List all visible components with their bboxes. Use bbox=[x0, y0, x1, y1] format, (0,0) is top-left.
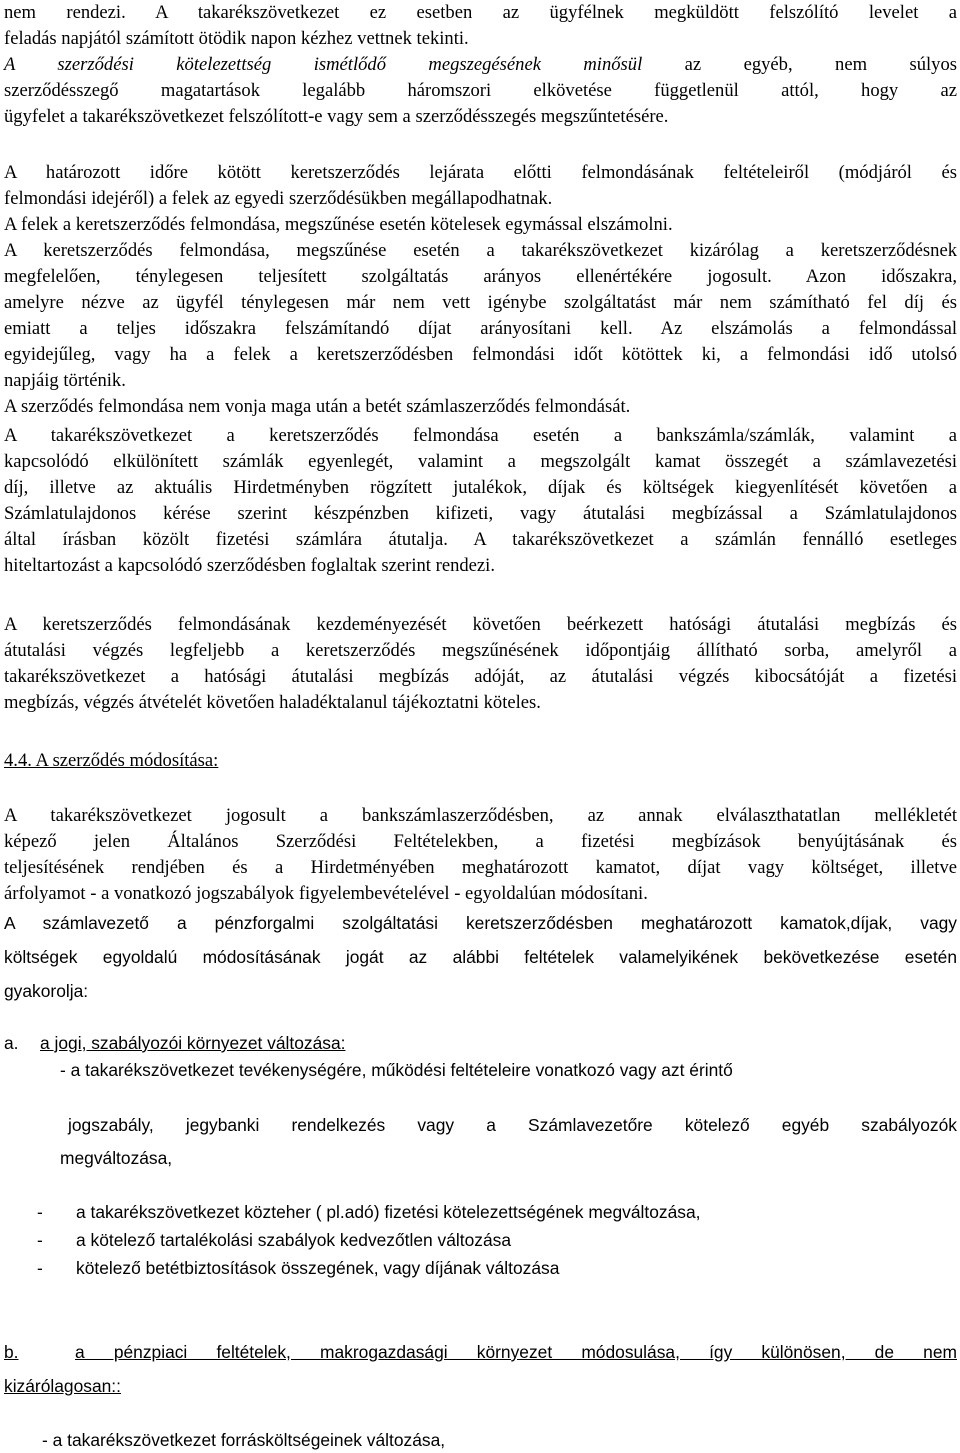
paragraph-line: napjáig történik. bbox=[4, 370, 126, 391]
paragraph-line: A szerződés felmondása nem vonja maga után a betét számlaszerződés felmondását. bbox=[4, 396, 631, 417]
bullet-dash: - bbox=[37, 1202, 43, 1222]
paragraph-line: költségek egyoldalú módosításának jogát az alábbi feltételek valamelyikének bekövetkezése esetén bbox=[4, 947, 957, 967]
paragraph-line: A keretszerződés felmondása, megszűnése esetén a takarékszövetkezet kizárólag a keretszerződésnek bbox=[4, 240, 957, 261]
section-heading: 4.4. A szerződés módosítása: bbox=[4, 750, 219, 771]
italic-phrase: A szerződési kötelezettség ismétlődő megszegésének minősül bbox=[4, 54, 643, 75]
paragraph-line bbox=[4, 52, 957, 78]
paragraph-line: szerződésszegő magatartások legalább háromszori elkövetése függetlenül attól, hogy az bbox=[4, 80, 957, 101]
list-subitem: megváltozása, bbox=[60, 1148, 173, 1168]
paragraph-line: ügyfelet a takarékszövetkezet felszólított-e vagy sem a szerződésszegés megszűntetésére. bbox=[4, 106, 669, 127]
paragraph-line: amelyre nézve az ügyfél ténylegesen már nem vett igénybe szolgáltatást már nem számítható fel díj és bbox=[4, 292, 957, 313]
paragraph-line: emiatt a teljes időszakra felszámítandó díjat arányosítani kell. Az elszámolás a felmondással bbox=[4, 318, 957, 339]
bullet-item: a takarékszövetkezet közteher ( pl.adó) fizetési kötelezettségének megváltozása, bbox=[76, 1202, 701, 1222]
paragraph-line: A felek a keretszerződés felmondása, megszűnése esetén kötelesek egymással elszámolni. bbox=[4, 214, 673, 235]
paragraph-line: A határozott időre kötött keretszerződés lejárata előtti felmondásának feltételeiről (módjáról és bbox=[4, 162, 957, 183]
paragraph-line: teljesítésének rendjében és a Hirdetményében meghatározott kamatot, díjat vagy költséget, illetve bbox=[4, 857, 957, 878]
paragraph-line: A takarékszövetkezet a keretszerződés felmondása esetén a bankszámla/számlák, valamint a bbox=[4, 425, 957, 446]
paragraph-line: feladás napjától számított ötödik napon kézhez vettnek tekinti. bbox=[4, 28, 469, 49]
paragraph-line: felmondási idejéről) a felek az egyedi szerződésükben megállapodhatnak. bbox=[4, 188, 553, 209]
paragraph-line: A takarékszövetkezet jogosult a bankszámlaszerződésben, az annak elválaszthatatlan mellékletét bbox=[4, 805, 957, 826]
paragraph-line: hiteltartozást a kapcsolódó szerződésben foglaltak szerint rendezi. bbox=[4, 555, 495, 576]
list-subitem: jogszabály, jegybanki rendelkezés vagy a Számlavezetőre kötelező egyéb szabályozók bbox=[68, 1115, 957, 1135]
list-marker: b. bbox=[4, 1342, 19, 1362]
paragraph-line: által írásban közölt fizetési számlára átutalja. A takarékszövetkezet a számlán fennálló esetleges bbox=[4, 529, 957, 550]
list-item-title: a jogi, szabályozói környezet változása: bbox=[40, 1033, 346, 1053]
paragraph-line: kapcsolódó elkülönített számlák egyenlegét, valamint a megszolgált kamat összegét a számlavezetési bbox=[4, 451, 957, 472]
paragraph-line: nem rendezi. A takarékszövetkezet ez esetben az ügyfélnek megküldött felszólító levelet a bbox=[4, 2, 957, 23]
text-span: az egyéb, nem súlyos bbox=[684, 54, 957, 75]
list-subitem: - a takarékszövetkezet tevékenységére, működési feltételeire vonatkozó vagy azt érintő bbox=[60, 1060, 733, 1080]
paragraph-line: átutalási végzés legfeljebb a keretszerződés megszűnésének időpontjáig állítható sorba, amelyről a bbox=[4, 640, 957, 661]
paragraph-line: árfolyamot - a vonatkozó jogszabályok figyelembevételével - egyoldalúan módosítani. bbox=[4, 883, 648, 904]
paragraph-line: megbízás, végzés átvételét követően haladéktalanul tájékoztatni köteles. bbox=[4, 692, 541, 713]
bullet-item: a kötelező tartalékolási szabályok kedvezőtlen változása bbox=[76, 1230, 512, 1250]
paragraph-line: A keretszerződés felmondásának kezdeményezését követően beérkezett hatósági átutalási megbízás és bbox=[4, 614, 957, 635]
bullet-dash: - bbox=[37, 1230, 43, 1250]
paragraph-line: Számlatulajdonos kérése szerint készpénzben kifizeti, vagy átutalási megbízással a Számlatulajdonos bbox=[4, 503, 957, 524]
list-item-title: a pénzpiaci feltételek, makrogazdasági környezet módosulása, így különösen, de nem bbox=[75, 1342, 957, 1362]
paragraph-line: megfelelően, ténylegesen teljesített szolgáltatás arányos ellenértékére jogosult. Azon időszakra, bbox=[4, 266, 957, 287]
paragraph-line: A számlavezető a pénzforgalmi szolgáltatási keretszerződésben meghatározott kamatok,díjak, vagy bbox=[4, 913, 957, 933]
paragraph-line: egyidejűleg, vagy ha a felek a keretszerződésben felmondási időt kötöttek ki, a felmondási idő utolsó bbox=[4, 344, 957, 365]
list-subitem: - a takarékszövetkezet forrásköltségeinek változása, bbox=[42, 1430, 446, 1450]
paragraph-line: gyakorolja: bbox=[4, 981, 89, 1001]
paragraph-line: díj, illetve az aktuális Hirdetményben rögzített jutalékok, díjak és költségek kiegyenlítését követően a bbox=[4, 477, 957, 498]
bullet-item: kötelező betétbiztosítások összegének, vagy díjának változása bbox=[76, 1258, 560, 1278]
list-item-title: kizárólagosan:: bbox=[4, 1376, 121, 1396]
paragraph-line: takarékszövetkezet a hatósági átutalási megbízás adóját, az átutalási végzés kibocsátóját a fizetési bbox=[4, 666, 957, 687]
paragraph-line: képező jelen Általános Szerződési Feltételekben, a fizetési megbízások benyújtásának és bbox=[4, 831, 957, 852]
bullet-dash: - bbox=[37, 1258, 43, 1278]
list-marker: a. bbox=[4, 1033, 19, 1053]
